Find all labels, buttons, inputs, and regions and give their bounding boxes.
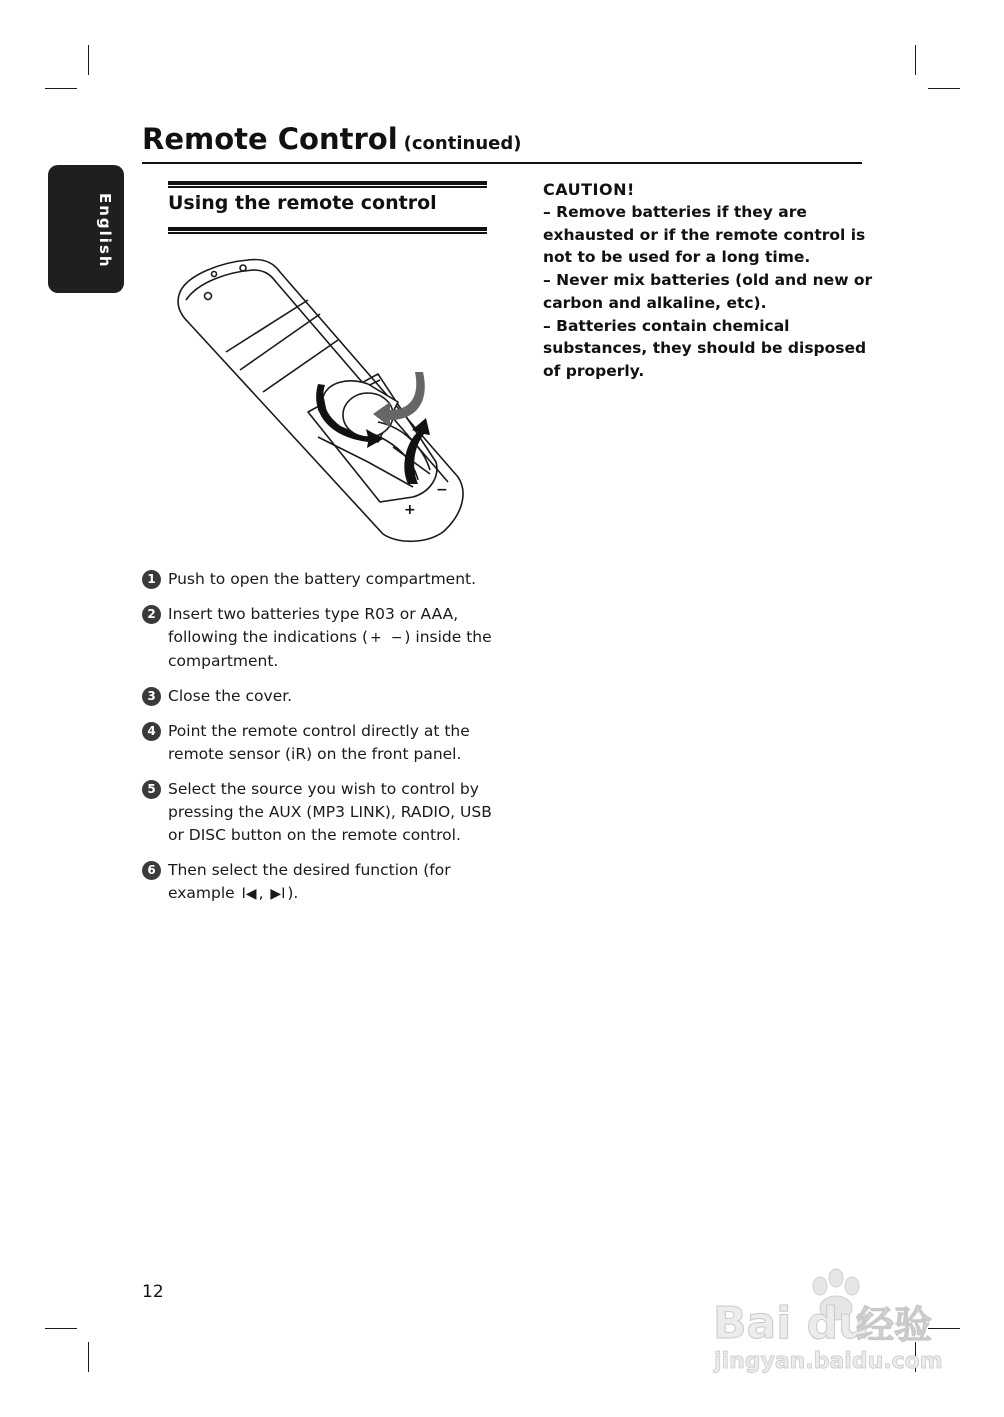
crop-mark bbox=[45, 1328, 77, 1329]
step-item bbox=[142, 685, 492, 708]
watermark-cn: 经验 bbox=[856, 1303, 933, 1347]
step-number: 2 bbox=[142, 605, 161, 624]
section-rule-top bbox=[168, 181, 487, 188]
crop-mark bbox=[88, 45, 89, 75]
section-heading: Using the remote control bbox=[168, 192, 437, 214]
caution-block bbox=[543, 178, 873, 383]
section-rule-bottom bbox=[168, 227, 487, 234]
step-text-part: Then select the desired function (for example bbox=[168, 861, 451, 902]
baidu-watermark-logo bbox=[708, 1268, 948, 1378]
step-number: 6 bbox=[142, 861, 161, 880]
next-track-icon: ▶I bbox=[270, 886, 286, 902]
caution-heading: CAUTION! bbox=[543, 180, 635, 199]
step-number: 1 bbox=[142, 570, 161, 589]
step-text: Point the remote control directly at the remote sensor (iR) on the front panel. bbox=[168, 722, 470, 763]
language-tab-label: English bbox=[96, 193, 114, 269]
crop-mark bbox=[915, 45, 916, 75]
step-text: Select the source you wish to control by pressing the AUX (MP3 LINK), RADIO, USB or DISC button on the remote control. bbox=[168, 780, 492, 844]
step-number: 5 bbox=[142, 780, 161, 799]
caution-item: – Never mix batteries (old and new or carbon and alkaline, etc). bbox=[543, 271, 873, 312]
step-item bbox=[142, 603, 492, 673]
step-text bbox=[168, 603, 492, 673]
step-text-part: , bbox=[258, 884, 269, 902]
step-item bbox=[142, 778, 492, 847]
polarity-minus-mark: − bbox=[436, 482, 448, 498]
step-text: Push to open the battery compartment. bbox=[168, 570, 477, 588]
step-item bbox=[142, 859, 492, 906]
step-text-part: ) inside the compartment. bbox=[168, 628, 492, 670]
caution-item: – Batteries contain chemical substances, they should be disposed of properly. bbox=[543, 316, 867, 380]
watermark-brand: Bai du bbox=[713, 1298, 870, 1349]
crop-mark bbox=[45, 88, 77, 89]
step-text-part: Insert two batteries type R03 or AAA, following the indications ( bbox=[168, 605, 459, 646]
steps-list bbox=[142, 568, 492, 918]
plus-sign-icon: + bbox=[370, 630, 382, 646]
minus-sign-icon: − bbox=[390, 630, 403, 646]
crop-mark bbox=[88, 1342, 89, 1372]
step-text bbox=[168, 859, 492, 906]
title-rule bbox=[142, 162, 862, 164]
remote-battery-illustration bbox=[168, 252, 478, 547]
previous-track-icon: I◀ bbox=[241, 886, 257, 902]
crop-mark bbox=[928, 88, 960, 89]
page-title-text: Remote Control bbox=[142, 122, 398, 156]
watermark-url: jingyan.baidu.com bbox=[714, 1349, 943, 1374]
step-item bbox=[142, 568, 492, 591]
page-title-suffix: (continued) bbox=[403, 133, 522, 154]
step-number: 4 bbox=[142, 722, 161, 741]
step-number: 3 bbox=[142, 687, 161, 706]
step-item bbox=[142, 720, 492, 766]
caution-item: – Remove batteries if they are exhausted or if the remote control is not to be used for a long time. bbox=[543, 203, 866, 267]
page-number: 12 bbox=[142, 1282, 164, 1302]
polarity-plus-mark: + bbox=[404, 502, 416, 518]
page-title bbox=[142, 122, 521, 156]
step-text-part: ). bbox=[287, 884, 299, 902]
step-text: Close the cover. bbox=[168, 687, 293, 705]
